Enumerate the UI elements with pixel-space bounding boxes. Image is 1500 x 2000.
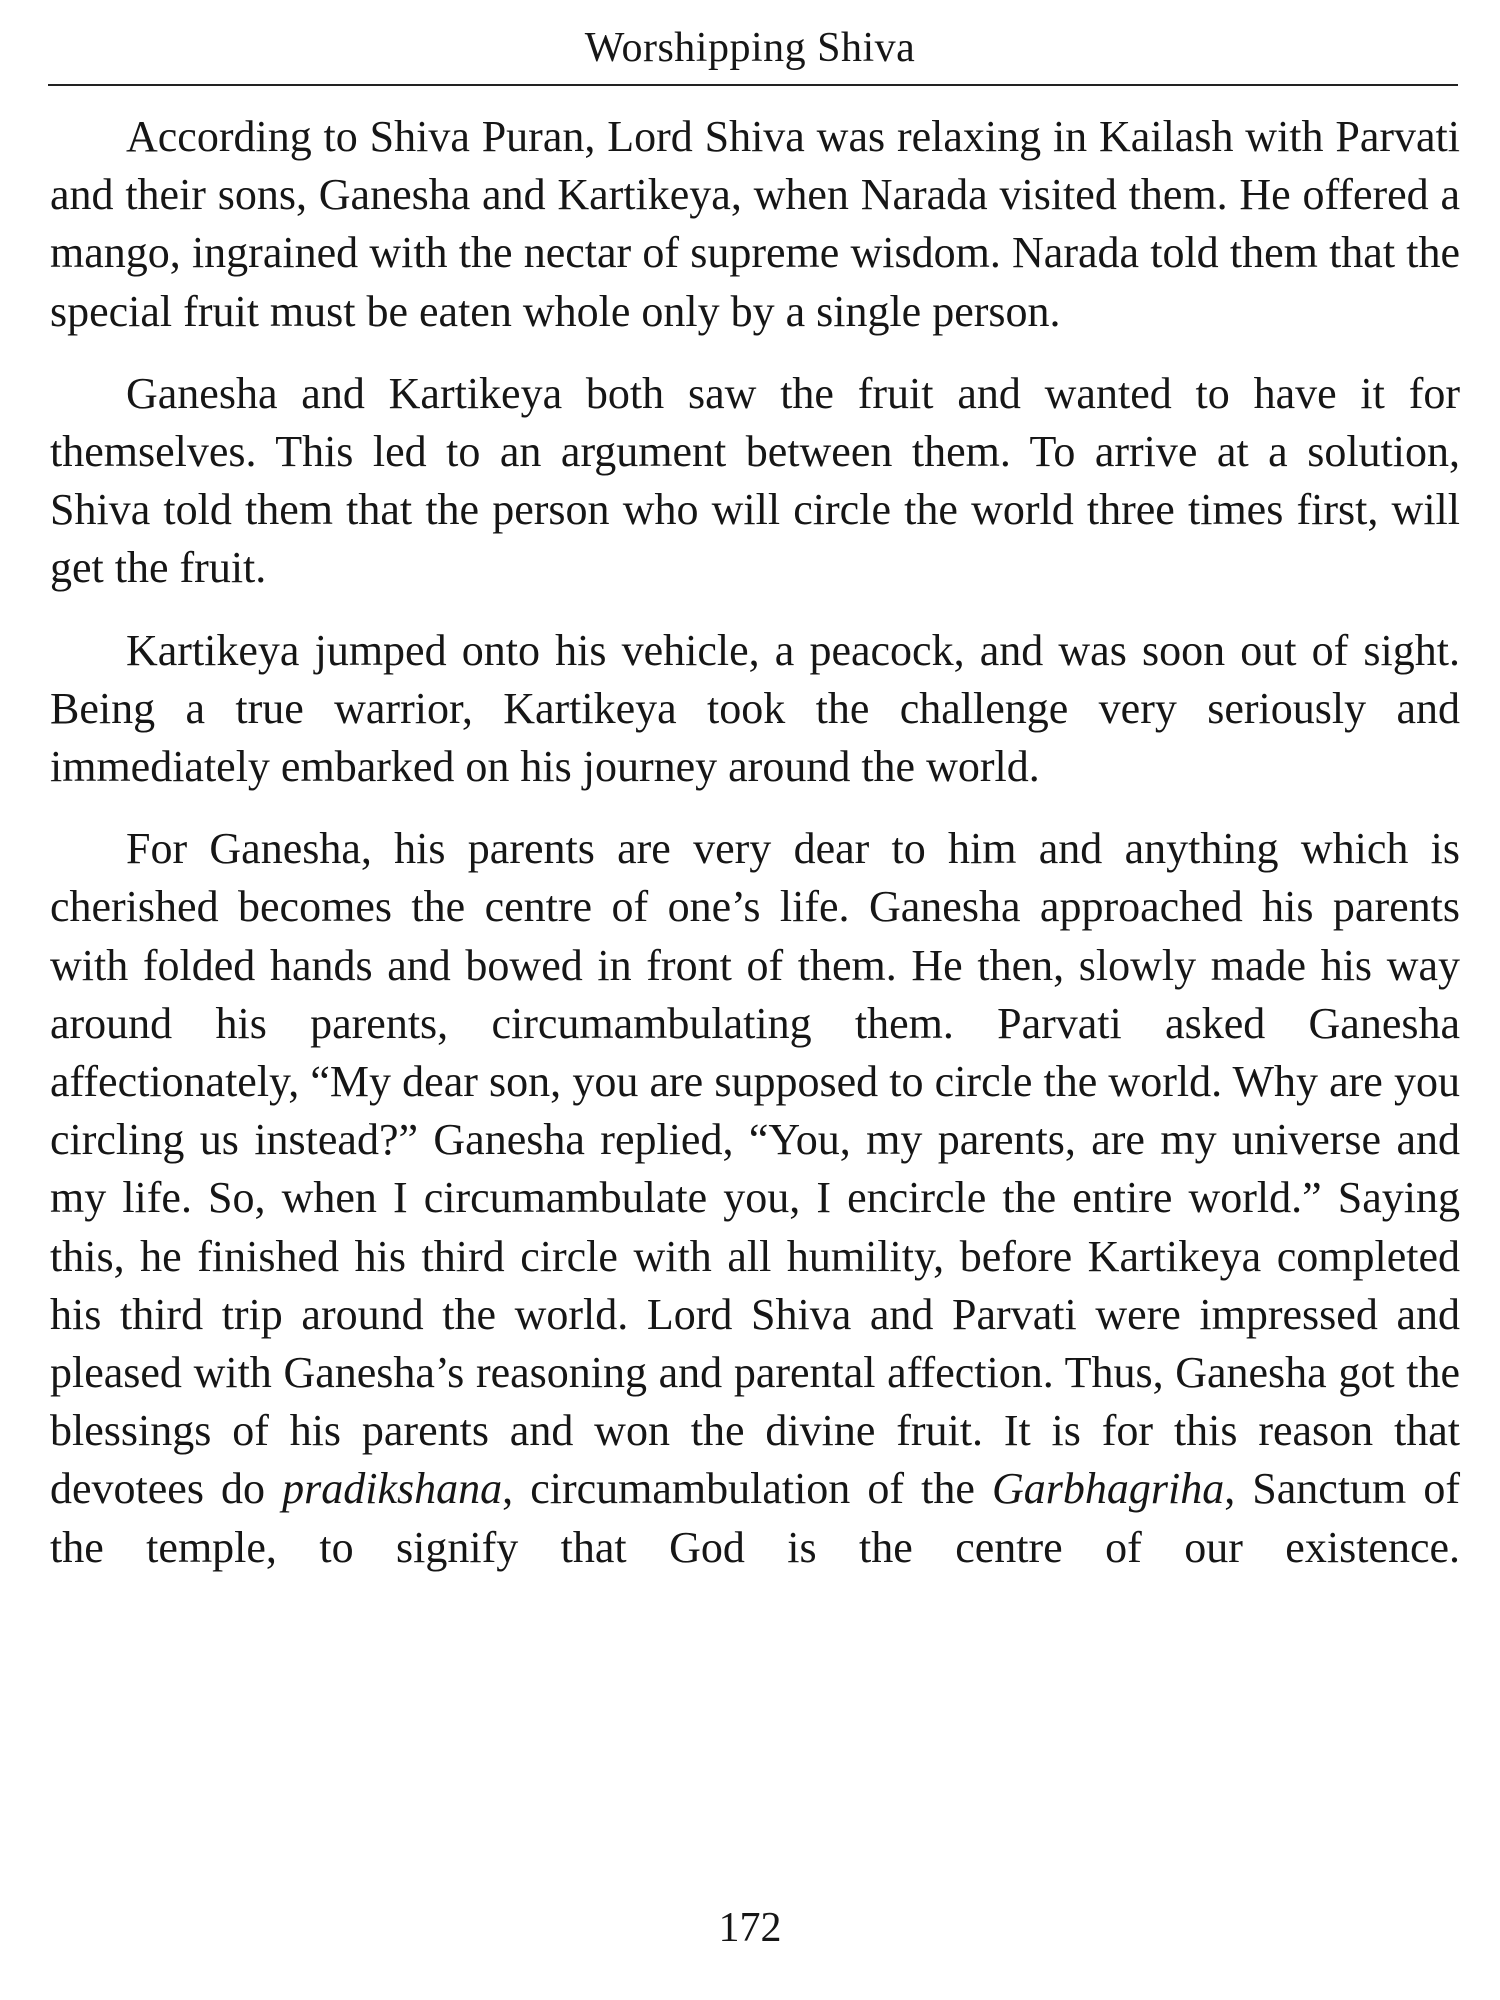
paragraph-4-text-2: , circumambulation of the [502,1464,992,1514]
running-header-title: Worshipping Shiva [584,25,916,71]
body-text [50,108,1460,1577]
paragraph-4-text-1: For Ganesha, his parents are very dear to him and anything which is cherished becomes the centre of one’s life. Ganesha approached his parents with folded hands and bowed in front of them. He then, slowly made his way around his parents, circumambulating them. Parvati asked Ganesha affectionately, “My dear son, you are supposed to circle the world. Why are you circling us instead?” Ganesha replied, “You, my parents, are my universe and my life. So, when I circumambulate you, I encircle the entire world.” Saying this, he finished his third circle with all humility, before Kartikeya completed his third trip around the world. Lord Shiva and Parvati were impressed and pleased with Ganesha’s reasoning and parental affection. Thus, Ganesha got the blessings of his parents and won the divine fruit. It is for this reason that devotees do [50,824,1460,1514]
header-rule [48,84,1458,86]
term-garbhagriha: Garbhagriha [991,1464,1225,1514]
paragraph-4-text-3: , Sanctum of the temple, to signify that God is the centre of our existence. [50,1464,1460,1572]
page-number: 172 [718,1905,782,1951]
paragraph-3: Kartikeya jumped onto his vehicle, a peacock, and was soon out of sight. Being a true warrior, Kartikeya took the challenge very seriously and immediately embarked on his journey around the world. [50,625,1460,792]
paragraph-1: According to Shiva Puran, Lord Shiva was relaxing in Kailash with Parvati and their sons, Ganesha and Kartikeya, when Narada visited them. He offered a mango, ingrained with the nectar of supreme wisdom. Narada told them that the special fruit must be eaten whole only by a single person. [50,112,1460,336]
term-pradikshana: pradikshana [282,1464,503,1514]
paragraph-2: Ganesha and Kartikeya both saw the fruit and wanted to have it for themselves. This led to an argument between them. To arrive at a solution, Shiva told them that the person who will circle the world three times first, will get the fruit. [50,368,1460,593]
paragraph-4 [50,820,1460,1577]
